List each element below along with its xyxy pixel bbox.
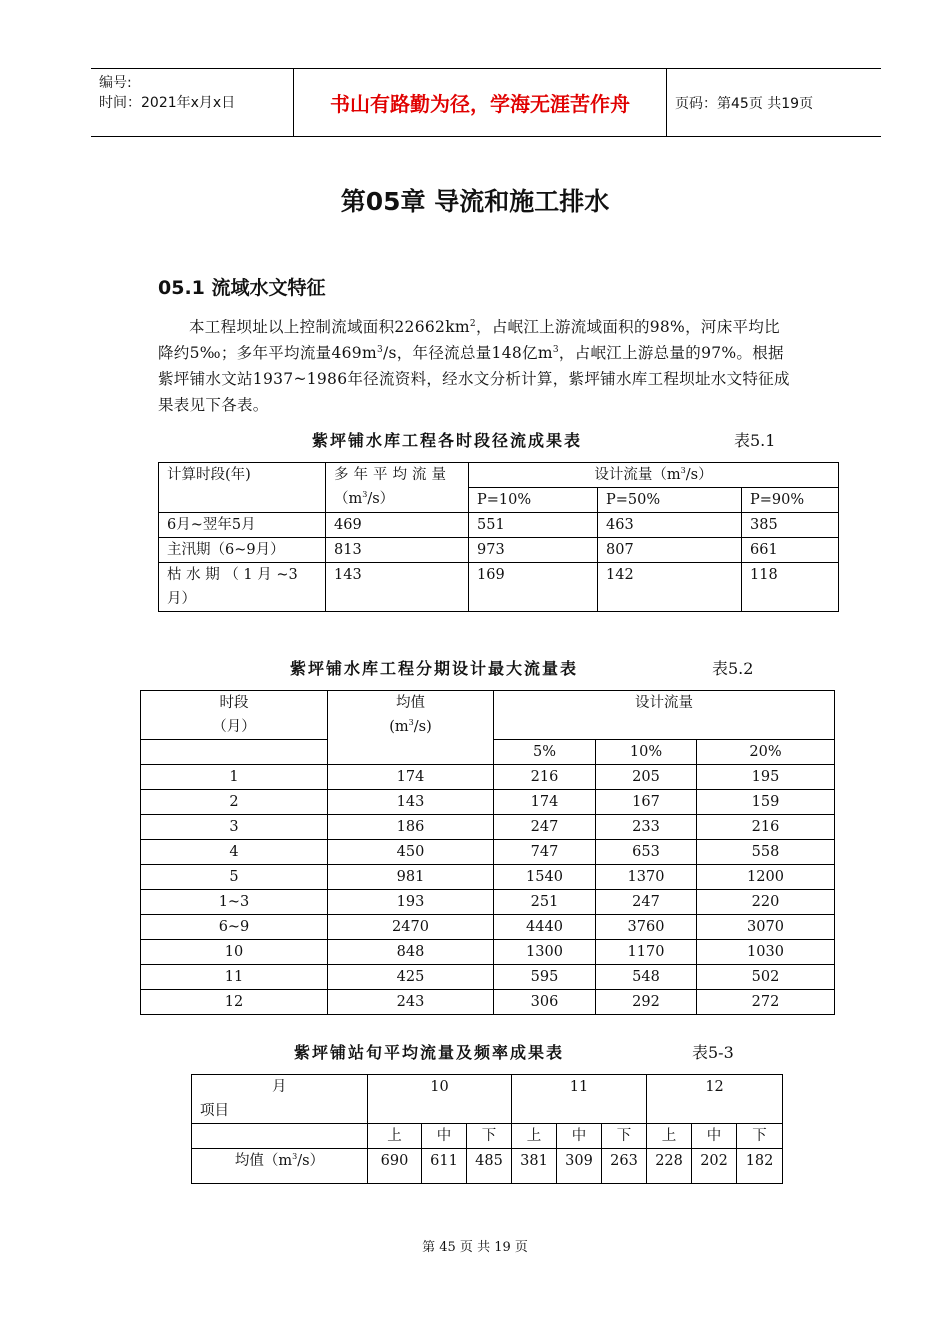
t2-header-5: 5% — [494, 740, 596, 765]
table-row — [159, 513, 839, 538]
t3-dekad: 中 — [422, 1124, 467, 1149]
t2-cell: 2470 — [328, 915, 494, 940]
t2-cell: 1200 — [697, 865, 835, 890]
time-label: 时间：2021年x月x日 — [99, 95, 236, 111]
t3-cell: 228 — [647, 1149, 692, 1184]
t2-cell: 216 — [494, 765, 596, 790]
t2-cell: 1300 — [494, 940, 596, 965]
table-row — [141, 965, 835, 990]
t3-cell: 263 — [602, 1149, 647, 1184]
table-row — [141, 915, 835, 940]
t2-cell: 205 — [596, 765, 697, 790]
para-sup-3: 3 — [552, 344, 559, 355]
para-text-2: ，占岷江上游流域面积的98%，河床平均比降约5‰；多年平均流量469m — [158, 318, 780, 362]
table-row — [141, 940, 835, 965]
t3-header-empty — [192, 1124, 368, 1149]
t3-dekad: 下 — [737, 1124, 783, 1149]
t2-cell: 306 — [494, 990, 596, 1015]
para-text-1: 本工程坝址以上控制流域面积22662km — [189, 318, 470, 336]
t1-cell: 6月~翌年5月 — [159, 513, 326, 538]
t3-month-12: 12 — [647, 1075, 783, 1124]
t2-cell: 186 — [328, 815, 494, 840]
t3-month-11: 11 — [512, 1075, 647, 1124]
t1-cell: 主汛期（6~9月） — [159, 538, 326, 563]
table-row — [141, 765, 835, 790]
table3-number: 表5-3 — [692, 1043, 734, 1062]
t2-header-period — [141, 691, 328, 740]
table-row — [141, 865, 835, 890]
t1-design-sup: 3 — [680, 466, 686, 476]
t3-dekad: 上 — [647, 1124, 692, 1149]
t1-mean-unit-post: /s） — [367, 491, 395, 507]
t3-dekad: 下 — [602, 1124, 647, 1149]
t1-header-p90: P=90% — [742, 488, 839, 513]
t2-mean-label: 均值 — [396, 695, 425, 711]
table-row — [192, 1149, 783, 1184]
para-text-4: ，占岷江上游总量的97%。根据紫坪铺水文站1937~1986年径流资料，经水文分析计算，紫坪铺水库工程坝址水文特征成果表见下各表。 — [158, 344, 790, 414]
t3-month-10: 10 — [368, 1075, 512, 1124]
t2-cell: 425 — [328, 965, 494, 990]
t1-header-mean — [326, 463, 469, 513]
t3-cell: 182 — [737, 1149, 783, 1184]
t2-cell: 247 — [494, 815, 596, 840]
t3-row-label-post: /s） — [297, 1153, 325, 1169]
t1-design-post: /s） — [685, 467, 713, 483]
t2-cell: 3070 — [697, 915, 835, 940]
t3-month-label: 月 — [272, 1079, 287, 1095]
table2-caption: 紫坪铺水库工程分期设计最大流量表 — [290, 659, 579, 678]
t2-cell: 595 — [494, 965, 596, 990]
t3-cell: 611 — [422, 1149, 467, 1184]
t2-cell: 502 — [697, 965, 835, 990]
t2-cell: 1370 — [596, 865, 697, 890]
t2-header-design: 设计流量 — [494, 691, 835, 740]
t3-cell: 309 — [557, 1149, 602, 1184]
t2-cell: 3760 — [596, 915, 697, 940]
t2-cell: 1170 — [596, 940, 697, 965]
t2-cell: 167 — [596, 790, 697, 815]
t2-cell: 193 — [328, 890, 494, 915]
t1-cell: 118 — [742, 563, 839, 612]
t2-period-unit: （月） — [212, 719, 256, 735]
t2-cell: 558 — [697, 840, 835, 865]
t3-row-label-text: 均值（m — [234, 1153, 293, 1169]
t1-header-period: 计算时段(年) — [159, 463, 326, 513]
t3-dekad: 上 — [512, 1124, 557, 1149]
page-header — [91, 68, 881, 137]
t1-cell: 973 — [469, 538, 598, 563]
t2-cell: 848 — [328, 940, 494, 965]
serial-label: 编号: — [99, 75, 132, 91]
header-motto: 书山有路勤为径，学海无涯苦作舟 — [293, 69, 667, 136]
section-title: 05.1 流域水文特征 — [158, 277, 326, 299]
t2-cell: 251 — [494, 890, 596, 915]
t3-row-label-sup: 3 — [292, 1152, 298, 1162]
table3-caption: 紫坪铺站旬平均流量及频率成果表 — [294, 1043, 565, 1062]
t2-header-20: 20% — [697, 740, 835, 765]
t2-cell: 159 — [697, 790, 835, 815]
t2-cell: 1540 — [494, 865, 596, 890]
t1-cell: 142 — [598, 563, 742, 612]
t2-cell: 981 — [328, 865, 494, 890]
t2-cell: 243 — [328, 990, 494, 1015]
table-row — [159, 563, 839, 612]
t2-cell: 174 — [494, 790, 596, 815]
para-text-3: /s，年径流总量148亿m — [382, 344, 553, 362]
t3-row-label — [192, 1149, 368, 1184]
t2-cell: 747 — [494, 840, 596, 865]
t3-item-label: 项目 — [200, 1103, 229, 1119]
t2-cell: 233 — [596, 815, 697, 840]
t3-dekad: 下 — [467, 1124, 512, 1149]
t1-cell: 469 — [326, 513, 469, 538]
t2-mean-unit: (m — [389, 719, 409, 735]
t1-cell: 169 — [469, 563, 598, 612]
t2-cell: 1 — [141, 765, 328, 790]
t1-mean-unit: （m — [334, 491, 363, 507]
t2-cell: 195 — [697, 765, 835, 790]
t3-dekad: 中 — [692, 1124, 737, 1149]
t2-cell: 6~9 — [141, 915, 328, 940]
t2-cell: 11 — [141, 965, 328, 990]
t1-cell: 551 — [469, 513, 598, 538]
t3-cell: 381 — [512, 1149, 557, 1184]
t2-mean-sup: 3 — [408, 718, 414, 728]
t1-header-p10: P=10% — [469, 488, 598, 513]
t3-dekad: 中 — [557, 1124, 602, 1149]
t2-cell: 272 — [697, 990, 835, 1015]
t2-cell: 1~3 — [141, 890, 328, 915]
t2-cell: 4 — [141, 840, 328, 865]
table-row — [141, 790, 835, 815]
t2-cell: 2 — [141, 790, 328, 815]
t1-cell: 385 — [742, 513, 839, 538]
para-sup-1: 2 — [469, 318, 476, 329]
table3 — [191, 1074, 783, 1184]
t2-cell: 10 — [141, 940, 328, 965]
t2-cell: 247 — [596, 890, 697, 915]
header-page-info: 页码：第45页 共19页 — [675, 95, 814, 112]
t2-cell: 12 — [141, 990, 328, 1015]
table-row — [141, 990, 835, 1015]
t3-cell: 690 — [368, 1149, 422, 1184]
t2-cell: 548 — [596, 965, 697, 990]
table1-number: 表5.1 — [734, 431, 776, 450]
t2-cell: 292 — [596, 990, 697, 1015]
t1-mean-unit-sup: 3 — [362, 490, 368, 500]
t2-cell: 3 — [141, 815, 328, 840]
t3-cell: 485 — [467, 1149, 512, 1184]
t3-dekad: 上 — [368, 1124, 422, 1149]
table-row — [141, 840, 835, 865]
t2-cell: 653 — [596, 840, 697, 865]
t2-cell: 4440 — [494, 915, 596, 940]
t2-cell: 1030 — [697, 940, 835, 965]
table-row — [159, 538, 839, 563]
t3-header-corner — [192, 1075, 368, 1124]
chapter-title: 第05章 导流和施工排水 — [340, 187, 610, 216]
table-row — [141, 815, 835, 840]
t2-header-10: 10% — [596, 740, 697, 765]
t2-header-mean — [328, 691, 494, 765]
t1-header-p50: P=50% — [598, 488, 742, 513]
t1-cell: 807 — [598, 538, 742, 563]
t2-header-empty — [141, 740, 328, 765]
body-paragraph — [158, 314, 790, 418]
table1 — [158, 462, 839, 612]
t2-cell: 143 — [328, 790, 494, 815]
para-sup-2: 3 — [376, 344, 383, 355]
t1-cell: 661 — [742, 538, 839, 563]
t2-cell: 5 — [141, 865, 328, 890]
table-row — [141, 890, 835, 915]
t2-cell: 450 — [328, 840, 494, 865]
header-meta — [91, 69, 293, 136]
t1-header-design — [469, 463, 839, 488]
t2-mean-post: /s) — [413, 719, 432, 735]
t1-cell: 463 — [598, 513, 742, 538]
t2-cell: 220 — [697, 890, 835, 915]
page-footer: 第 45 页 共 19 页 — [422, 1240, 528, 1255]
t3-cell: 202 — [692, 1149, 737, 1184]
table2-number: 表5.2 — [712, 659, 754, 678]
table1-caption: 紫坪铺水库工程各时段径流成果表 — [312, 431, 583, 450]
t1-header-mean-label: 多年平均流量 — [334, 467, 451, 483]
t1-design-label: 设计流量（m — [594, 467, 681, 483]
t2-period-label: 时段 — [219, 695, 249, 711]
t1-cell: 813 — [326, 538, 469, 563]
t1-cell: 枯 水 期 （ 1 月 ~3 月） — [159, 563, 326, 612]
t2-cell: 216 — [697, 815, 835, 840]
t1-cell: 143 — [326, 563, 469, 612]
table2 — [140, 690, 835, 1015]
t2-cell: 174 — [328, 765, 494, 790]
